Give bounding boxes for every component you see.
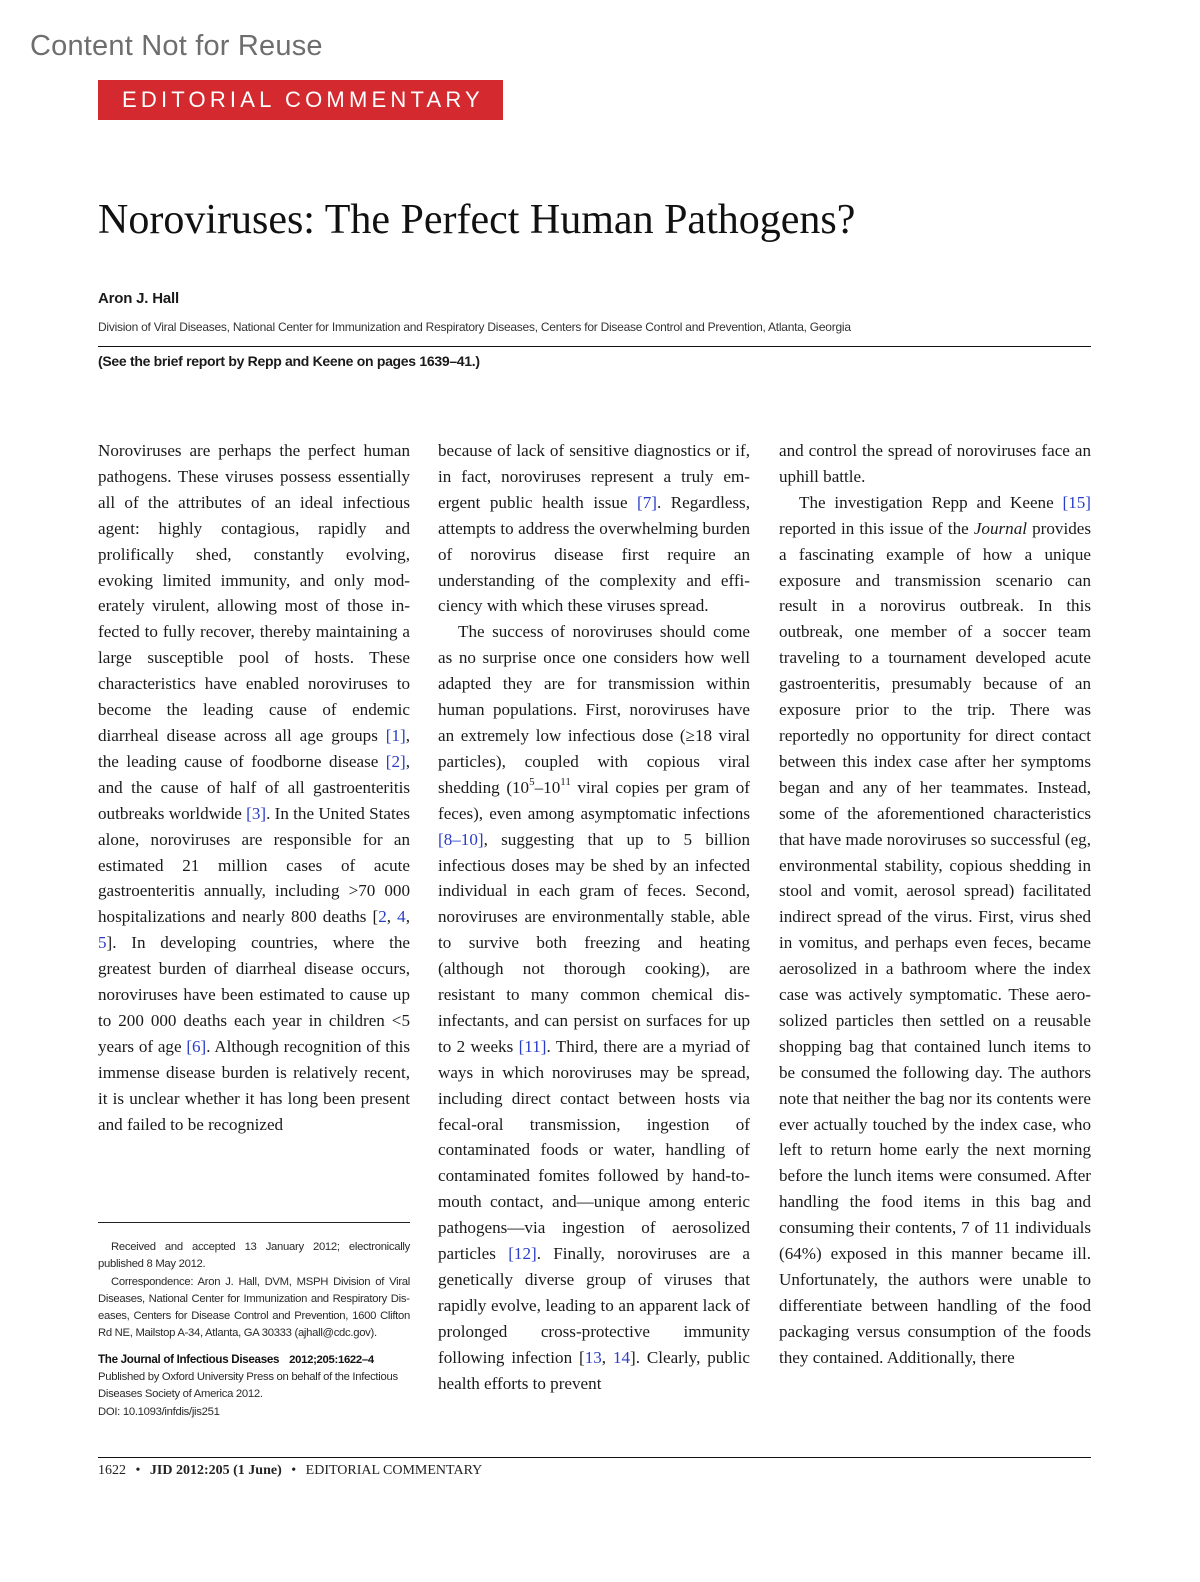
journal-info: [98, 1351, 410, 1421]
body-column-2: [438, 438, 750, 1397]
footer-section: EDITORIAL COMMENTARY: [305, 1463, 483, 1478]
section-banner: EDITORIAL COMMENTARY: [98, 80, 503, 120]
journal-citation: 2012;205:1622–4: [289, 1353, 374, 1366]
see-also-note: (See the brief report by Repp and Keene on pages 1639–41.): [98, 353, 480, 369]
bullet-separator: •: [135, 1463, 141, 1478]
paragraph: The investigation Repp and Keene [15] reported in this issue of the Journal provides a fascinating example of how a unique exposure and transmission scenario can result in a norovirus outbreak. In this outbreak, one member of a soccer team traveling to a tournament developed acute gastroenteritis, presumably because of an exposure prior to the trip. There was reportedly no opportunity for direct contact between this index case after her symptoms began and any of her teammates. Instead, some of the aforementioned characteristics that have made noroviruses so successful (eg, environmental stability, copious shedding in stool and vomit, aerosol spread) facilitated indirect spread of the virus. First, virus shed in vomitus, and perhaps even feces, became aerosolized in a bathroom where the index case was actively symptomatic. These aerosolized particles then settled on a reusable shopping bag that contained lunch items to be consumed the following day. The authors note that neither the bag nor its contents were ever actually touched by the index case, who left to return home early the next morning before the lunch items were consumed. After handling the food items in this bag and consuming their contents, 7 of 11 individuals (64%) exposed in this manner became ill. Unfortunately, the authors were unable to differentiate between handling of the food packaging versus consumption of the foods they contained. Additionally, there: [779, 492, 1091, 1367]
citation-link[interactable]: [7]: [637, 492, 657, 512]
paragraph: and control the spread of noroviruses face an uphill battle.: [779, 441, 1091, 486]
received-note: Received and accepted 13 January 2012; electronically published 8 May 2012.: [98, 1241, 410, 1271]
body-column-1: [98, 438, 410, 1137]
citation-link[interactable]: [3]: [246, 803, 267, 823]
journal-name: The Journal of Infectious Diseases: [98, 1352, 280, 1366]
footer-rule: [98, 1457, 1091, 1458]
citation-link[interactable]: [2]: [385, 751, 406, 771]
citation-link[interactable]: [1]: [385, 725, 406, 745]
journal-issue: JID 2012:205 (1 June): [149, 1463, 282, 1478]
author-affiliation: Division of Viral Diseases, National Center for Immunization and Respiratory Diseases, Centers for Disease Control and Prevention, Atlanta, Georgia: [98, 320, 851, 334]
bullet-separator: •: [291, 1463, 297, 1478]
citation-link[interactable]: [11]: [518, 1036, 547, 1056]
doi: DOI: 10.1093/infdis/jis251: [98, 1405, 220, 1418]
citation-link[interactable]: [6]: [186, 1036, 207, 1056]
body-column-3: [779, 438, 1091, 1371]
citation-link[interactable]: 4: [397, 907, 406, 927]
paragraph: The success of noroviruses should come as no surprise once one considers how well adapted they are for transmission within human populations. First, noroviruses have an extremely low infectious dose (≥18 viral particles), coupled with copious viral shedding ($10^5-10^{11}$ viral copies per gram of feces), even among asymptomatic infections [8–10], suggesting that up to 5 billion infectious doses may be shed by an infected individual in each gram of feces. Second, noroviruses are environmentally stable, able to survive both freezing and heating (although not thorough cooking), are resistant to many common chemical disinfectants, and can persist on surfaces for up to 2 weeks [11]. Third, there are a myriad of ways in which noroviruses may be spread, including direct contact between hosts via fecal-oral transmission, ingestion of contaminated foods or water, handling of contaminated fomites followed by hand-to-mouth contact, and—unique among enteric pathogens—via ingestion of aerosolized particles [12]. Finally, noroviruses are a genetically diverse group of viruses that rapidly evolve, leading to an apparent lack of prolonged cross-protective immunity following infection [13, 14]. Clearly, public health efforts to prevent: [438, 622, 750, 1393]
citation-link[interactable]: 14: [612, 1347, 631, 1367]
correspondence-note: Correspondence: Aron J. Hall, DVM, MSPH Division of Viral Diseases, National Center for Immunization and Respiratory Diseases, Centers for Disease Control and Prevention, 1600 Clifton Rd NE, Mailstop A-34, Atlanta, GA 30333 (ajhall@cdc.gov).: [98, 1275, 410, 1340]
author-name: Aron J. Hall: [98, 290, 179, 307]
citation-link[interactable]: 5: [98, 933, 107, 953]
paragraph: because of lack of sensitive diagnostics or if, in fact, noroviruses represent a truly emergent public health issue [7]. Regardless, attempts to address the overwhelming burden of norovirus disease first require an understanding of the complexity and efficiency with which these viruses spread.: [438, 441, 750, 616]
citation-link[interactable]: 13: [584, 1347, 602, 1367]
citation-link[interactable]: [12]: [508, 1244, 537, 1264]
header-rule: [98, 346, 1091, 347]
citation-link[interactable]: 2: [378, 907, 387, 927]
article-title: Noroviruses: The Perfect Human Pathogens?: [98, 197, 856, 243]
page-footer: [98, 1463, 482, 1479]
paragraph: Noroviruses are perhaps the perfect human pathogens. These viruses possess essentially all of the attributes of an ideal infectious agent: highly contagious, rapidly and prolifically shed, constantly evolving, evoking limited immunity, and only moderately virulent, allowing most of those infected to fully recover, thereby maintaining a large susceptible pool of hosts. These characteristics have enabled noroviruses to become the leading cause of endemic diarrheal disease across all age groups [1], the leading cause of foodborne disease [2], and the cause of half of all gastroenteritis outbreaks worldwide [3]. In the United States alone, noroviruses are responsible for an estimated 21 million cases of acute gastroenteritis annually, including >70 000 hospitalizations and nearly 800 deaths [2, 4, 5]. In developing countries, where the greatest burden of diarrheal disease occurs, noroviruses have been estimated to cause up to 200 000 deaths each year in children <5 years of age [6]. Although recognition of this immense disease burden is relatively recent, it is unclear whether it has long been present and failed to be recognized: [98, 441, 410, 1134]
footnote-rule: [98, 1222, 410, 1223]
watermark: Content Not for Reuse: [30, 30, 323, 62]
footnotes: [98, 1239, 410, 1421]
publisher-note: Published by Oxford University Press on behalf of the Infectious Diseases Society of America 2012.: [98, 1371, 398, 1401]
citation-link[interactable]: [8–10]: [438, 829, 484, 849]
page-number: 1622: [98, 1463, 126, 1478]
citation-link[interactable]: [15]: [1062, 492, 1091, 512]
